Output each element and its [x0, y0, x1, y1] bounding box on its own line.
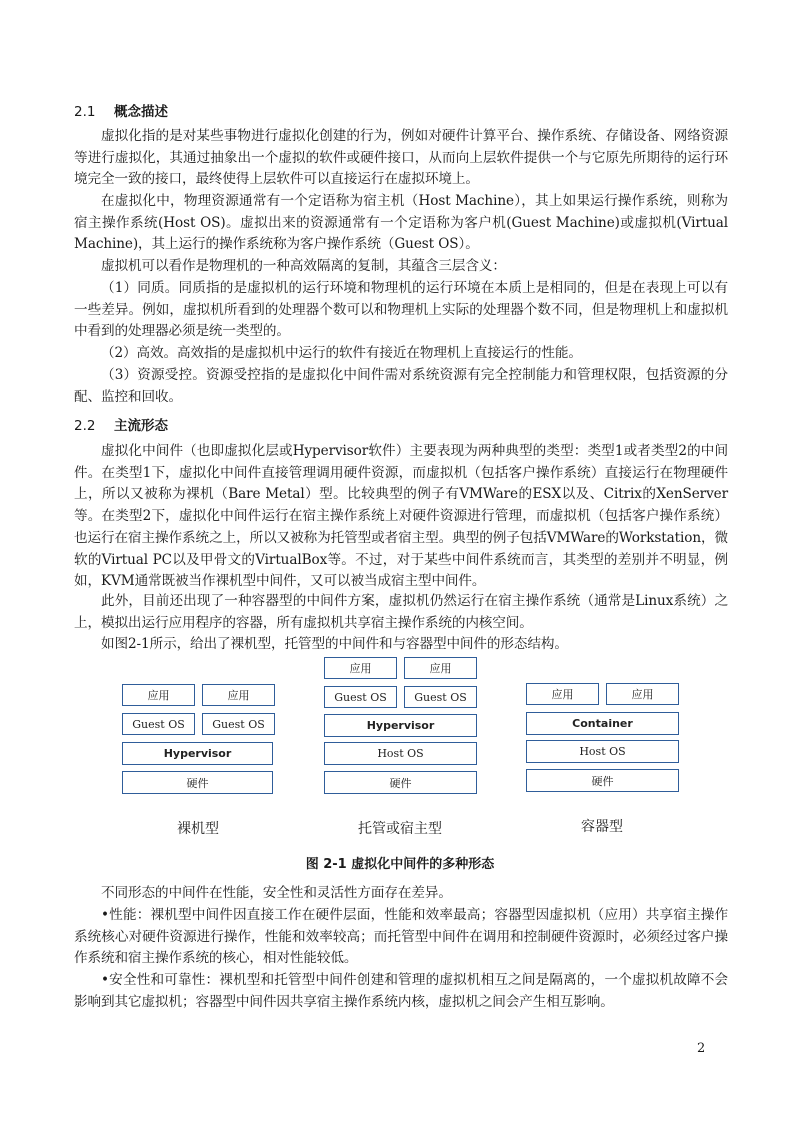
guest-os-box: Guest OS: [122, 713, 195, 735]
paragraph: •安全性和可靠性：裸机型和托管型中间件创建和管理的虚拟机相互之间是隔离的，一个虚拟机故障不会影响到其它虚拟机；容器型中间件因共享宿主操作系统内核，虚拟机之间会产生相互影响。: [74, 972, 728, 1010]
hardware-box: 硬件: [122, 771, 273, 794]
app-box: 应用: [324, 657, 397, 679]
paragraph: （1）同质。同质指的是虚拟机的运行环境和物理机的运行环境在本质上是相同的，但是在表现上可以有一些差异。例如，虚拟机所看到的处理器个数可以和物理机上实际的处理器个数不同，但是物理机上和虚拟机中看到的处理器必须是统一类型的。: [74, 280, 728, 340]
paragraph: 虚拟机可以看作是物理机的一种高效隔离的复制，其蕴含三层含义：: [101, 258, 506, 274]
paragraph: （2）高效。高效指的是虚拟机中运行的软件有接近在物理机上直接运行的性能。: [101, 345, 582, 361]
guest-os-box: Guest OS: [202, 713, 275, 735]
hypervisor-box: Hypervisor: [122, 742, 273, 765]
host-os-box: Host OS: [526, 740, 679, 763]
label-container: 容器型: [581, 819, 623, 835]
page-number: 2: [697, 1041, 706, 1056]
hypervisor-box: Hypervisor: [324, 714, 477, 737]
app-box: 应用: [202, 684, 275, 706]
paragraph: •性能：裸机型中间件因直接工作在硬件层面，性能和效率最高；容器型因虚拟机（应用）共享宿主操作系统核心对硬件资源进行操作，性能和效率较高；而托管型中间件在调用和控制硬件资源时，必须经过客户操作系统和宿主操作系统的核心，相对性能较低。: [74, 907, 728, 967]
hardware-box: 硬件: [324, 771, 477, 794]
paragraph: 不同形态的中间件在性能，安全性和灵活性方面存在差异。: [101, 885, 452, 901]
paragraph: 在虚拟化中，物理资源通常有一个定语称为宿主机（Host Machine），其上如果运行操作系统，则称为宿主操作系统(Host OS)。虚拟出来的资源通常有一个定语称为客户机(Guest Machine)或虚拟机(Virtual Machine)，其上运行的操作系统称为客户操作系统（Guest OS）。: [74, 193, 728, 253]
paragraph: 虚拟化中间件（也即虚拟化层或Hypervisor软件）主要表现为两种典型的类型：类型1或者类型2的中间件。在类型1下，虚拟化中间件直接管理调用硬件资源，而虚拟机（包括客户操作系统）直接运行在物理硬件上，所以又被称为裸机（Bare Metal）型。比较典型的例子有VMWare的ESX以及、Citrix的XenServer等。在类型2下，虚拟化中间件运行在宿主操作系统上对硬件资源进行管理，而虚拟机（包括客户操作系统）也运行在宿主操作系统之上，所以又被称为托管型或者宿主型。典型的例子包括VMWare的Workstation，微软的Virtual PC以及甲骨文的VirtualBox等。不过，对于某些中间件系统而言，其类型的差别并不明显，例如，KVM通常既被当作裸机型中间件，又可以被当成宿主型中间件。: [74, 443, 728, 590]
guest-os-box: Guest OS: [324, 686, 397, 708]
guest-os-box: Guest OS: [404, 686, 477, 708]
app-box: 应用: [122, 684, 195, 706]
paragraph: （3）资源受控。资源受控指的是虚拟化中间件需对系统资源有完全控制能力和管理权限，包括资源的分配、监控和回收。: [74, 367, 728, 405]
paragraph: 如图2-1所示，给出了裸机型，托管型的中间件和与容器型中间件的形态结构。: [101, 636, 568, 652]
container-box: Container: [526, 712, 679, 735]
label-hosted: 托管或宿主型: [358, 821, 442, 837]
hardware-box: 硬件: [526, 769, 679, 792]
label-bare-metal: 裸机型: [177, 821, 219, 837]
figure-caption: 图 2-1 虚拟化中间件的多种形态: [305, 857, 495, 872]
app-box: 应用: [404, 657, 477, 679]
app-box: 应用: [526, 683, 599, 705]
host-os-box: Host OS: [324, 742, 477, 765]
section-heading-2-1: 2.1 概念描述: [74, 104, 168, 120]
section-heading-2-2: 2.2 主流形态: [74, 418, 168, 434]
paragraph: 此外，目前还出现了一种容器型的中间件方案，虚拟机仍然运行在宿主操作系统（通常是Linux系统）之上，模拟出运行应用程序的容器，所有虚拟机共享宿主操作系统的内核空间。: [74, 593, 728, 631]
app-box: 应用: [606, 683, 679, 705]
paragraph: 虚拟化指的是对某些事物进行虚拟化创建的行为，例如对硬件计算平台、操作系统、存储设备、网络资源等进行虚拟化，其通过抽象出一个虚拟的软件或硬件接口，从而向上层软件提供一个与它原先所期待的运行环境完全一致的接口，最终使得上层软件可以直接运行在虚拟环境上。: [74, 128, 728, 188]
